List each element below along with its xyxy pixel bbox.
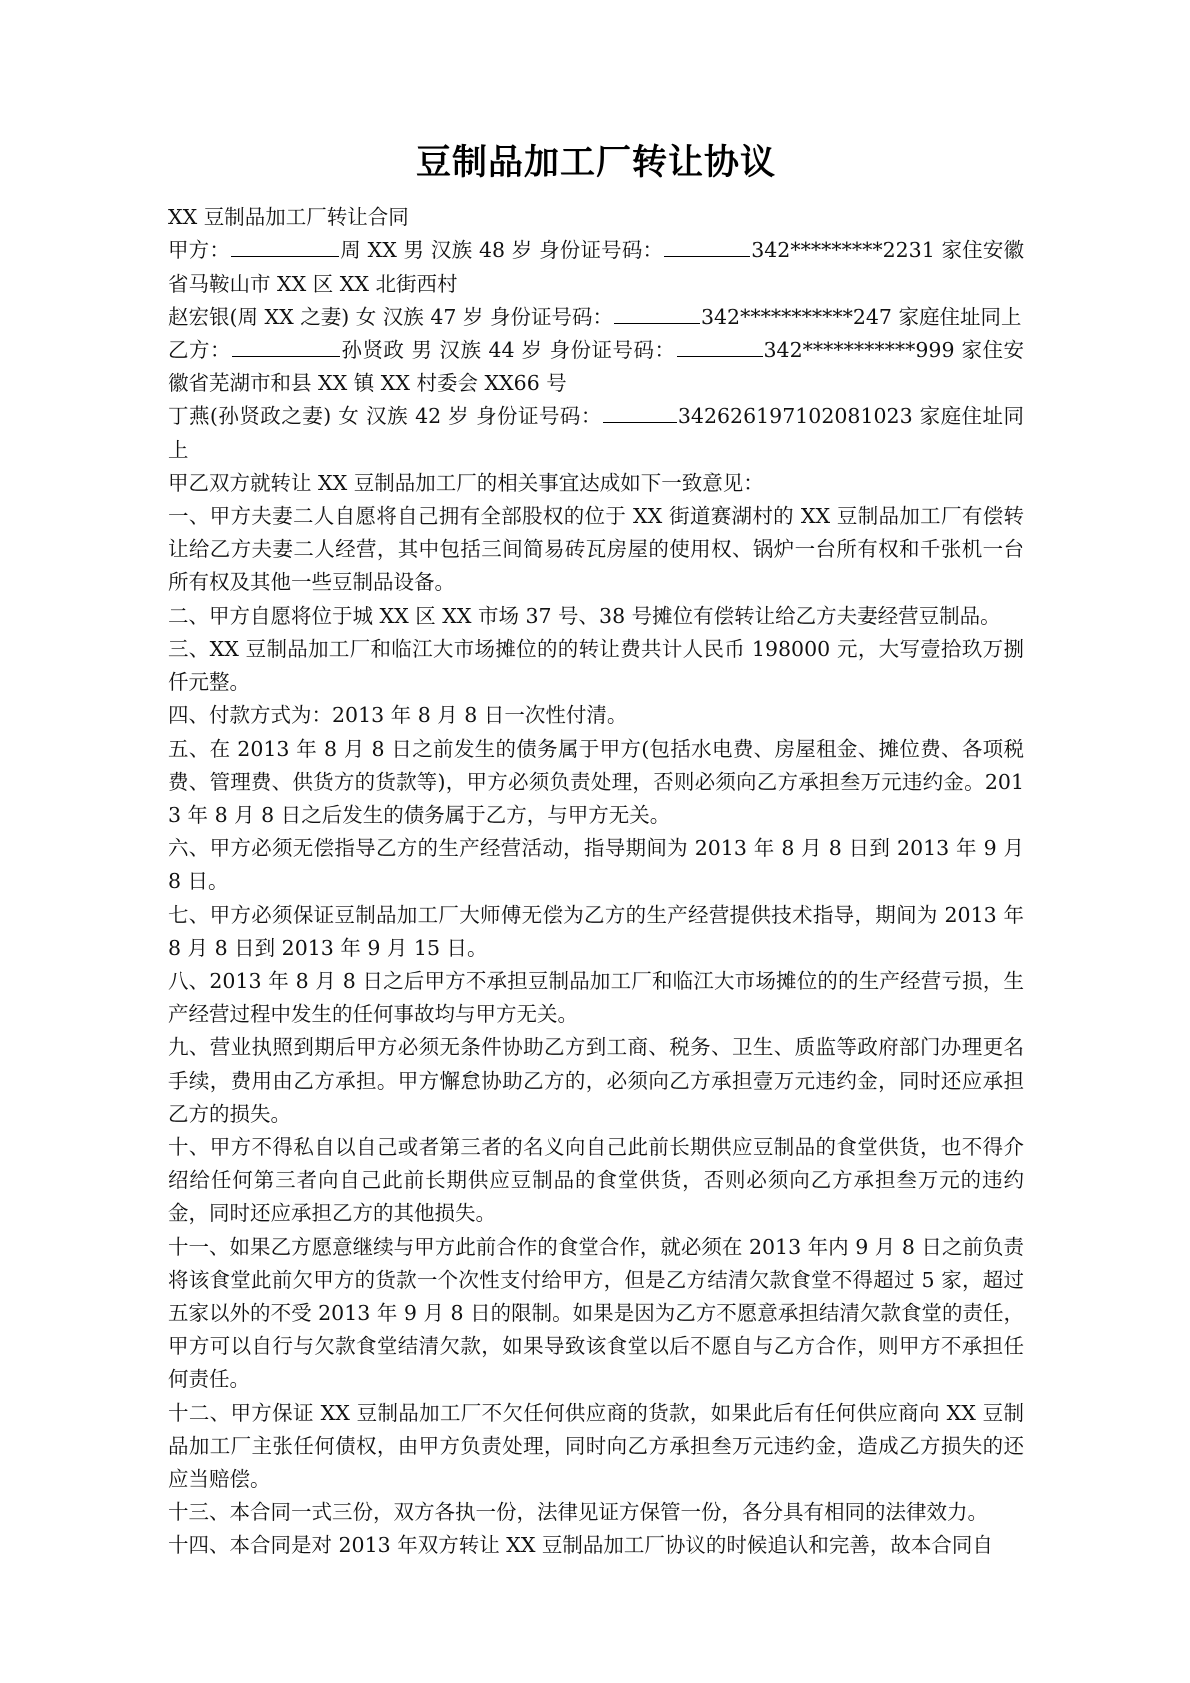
party-b-name-blank bbox=[232, 337, 340, 357]
clause-1: 一、甲方夫妻二人自愿将自己拥有全部股权的位于 XX 街道赛湖村的 XX 豆制品加工厂有偿转让给乙方夫妻二人经营，其中包括三间简易砖瓦房屋的使用权、锅炉一台所有权和千张机一台所有权及其他一些豆制品设备。 bbox=[168, 504, 1024, 595]
clause-14: 十四、本合同是对 2013 年双方转让 XX 豆制品加工厂协议的时候追认和完善，故本合同自 bbox=[168, 1533, 993, 1558]
party-a-spouse-ethnicity: 汉族 bbox=[382, 304, 424, 329]
party-b-id-label: 身份证号码： bbox=[549, 338, 676, 363]
page-title: 豆制品加工厂转让协议 bbox=[415, 143, 776, 183]
party-a-gender: 男 bbox=[403, 238, 425, 263]
party-b-spouse-id-blank bbox=[603, 404, 677, 424]
party-a-name-blank bbox=[231, 238, 339, 258]
clause-6: 六、甲方必须无偿指导乙方的生产经营活动，指导期间为 2013 年 8 月 8 日到 2013 年 9 月 8 日。 bbox=[168, 836, 1024, 894]
clause-8: 八、2013 年 8 月 8 日之后甲方不承担豆制品加工厂和临江大市场摊位的的生产经营亏损，生产经营过程中发生的任何事故均与甲方无关。 bbox=[168, 968, 1024, 1027]
party-a-id: 342*********2231 bbox=[751, 238, 935, 263]
clause-3: 三、XX 豆制品加工厂和临江大市场摊位的的转让费共计人民币 198000 元，大写壹拾玖万捌仟元整。 bbox=[168, 636, 1024, 695]
party-b-spouse-id-label: 身份证号码： bbox=[476, 404, 602, 429]
party-b-spouse-line bbox=[168, 400, 1024, 466]
party-b-spouse-age: 42 岁 bbox=[415, 404, 470, 429]
clause-12: 十二、甲方保证 XX 豆制品加工厂不欠任何供应商的货款，如果此后有任何供应商向 XX 豆制品加工厂主张任何债权，由甲方负责处理，同时向乙方承担叁万元违约金，造成乙方损失的还应当赔偿。 bbox=[168, 1400, 1024, 1491]
party-a-label: 甲方： bbox=[168, 238, 231, 263]
party-a-address: 家住安徽省马鞍山市 XX 区 XX 北街西村 bbox=[168, 238, 1025, 296]
party-b-id-blank bbox=[677, 337, 763, 357]
clause-7: 七、甲方必须保证豆制品加工厂大师傅无偿为乙方的生产经营提供技术指导，期间为 2013 年 8 月 8 日到 2013 年 9 月 15 日。 bbox=[168, 902, 1024, 960]
party-a-spouse-id: 342***********247 bbox=[700, 304, 892, 329]
party-b-label: 乙方： bbox=[168, 338, 231, 363]
party-b-spouse-address: 家庭住址同上 bbox=[168, 404, 1024, 462]
clause-4: 四、付款方式为：2013 年 8 月 8 日一次性付清。 bbox=[168, 703, 628, 728]
party-b-id: 342***********999 bbox=[763, 338, 955, 363]
party-a-spouse-address: 家庭住址同上 bbox=[898, 304, 1022, 329]
clause-11: 十一、如果乙方愿意继续与甲方此前合作的食堂合作，就必须在 2013 年内 9 月 8 日之前负责将该食堂此前欠甲方的货款一个次性支付给甲方，但是乙方结清欠款食堂不得超过 5 家，超过五家以外的不受 2013 年 9 月 8 日的限制。如果是因为乙方不愿意承担结清欠款食堂的责任，甲方可以自行与欠款食堂结清欠款，如果导致该食堂以后不愿自与乙方合作，则甲方不承担任何责任。 bbox=[168, 1234, 1024, 1392]
party-a-spouse-line bbox=[168, 301, 1024, 334]
party-b-spouse-id: 342626197102081023 bbox=[677, 404, 913, 429]
party-b-spouse-gender: 女 bbox=[338, 404, 360, 429]
party-a-name: 周 XX bbox=[340, 238, 397, 263]
document-content bbox=[168, 140, 1024, 1563]
party-b-gender: 男 bbox=[411, 338, 433, 363]
clause-13: 十三、本合同一式三份，双方各执一份，法律见证方保管一份，各分具有相同的法律效力。 bbox=[168, 1500, 988, 1525]
party-b-spouse-name: 丁燕(孙贤政之妻) bbox=[168, 404, 332, 429]
party-a-spouse-gender: 女 bbox=[355, 304, 377, 329]
party-a-spouse-id-label: 身份证号码： bbox=[489, 304, 613, 329]
party-a-id-label: 身份证号码： bbox=[539, 238, 664, 263]
clause-10: 十、甲方不得私自以自己或者第三者的名义向自己此前长期供应豆制品的食堂供货，也不得介绍给任何第三者向自己此前长期供应豆制品的食堂供货，否则必须向乙方承担叁万元的违约金，同时还应承担乙方的其他损失。 bbox=[168, 1134, 1024, 1226]
document-subtitle: XX 豆制品加工厂转让合同 bbox=[168, 205, 409, 230]
clause-5: 五、在 2013 年 8 月 8 日之前发生的债务属于甲方(包括水电费、房屋租金、摊位费、各项税费、管理费、供货方的货款等)，甲方必须负责处理，否则必须向乙方承担叁万元违约金。2013 年 8 月 8 日之后发生的债务属于乙方，与甲方无关。 bbox=[168, 736, 1024, 827]
clause-9: 九、营业执照到期后甲方必须无条件协助乙方到工商、税务、卫生、质监等政府部门办理更名手续，费用由乙方承担。甲方懈怠协助乙方的，必须向乙方承担壹万元违约金，同时还应承担乙方的损失。 bbox=[168, 1035, 1024, 1126]
party-b-address: 家住安徽省芜湖市和县 XX 镇 XX 村委会 XX66 号 bbox=[168, 338, 1025, 396]
party-b-age: 44 岁 bbox=[488, 338, 543, 363]
party-a-spouse-name: 赵宏银(周 XX 之妻) bbox=[168, 304, 350, 329]
party-a-spouse-age: 47 岁 bbox=[430, 304, 484, 329]
party-a-spouse-id-blank bbox=[614, 304, 700, 324]
party-b-spouse-ethnicity: 汉族 bbox=[366, 404, 409, 429]
party-b-line bbox=[168, 334, 1024, 400]
party-a-ethnicity: 汉族 bbox=[430, 238, 473, 263]
party-a-line bbox=[168, 234, 1024, 300]
party-b-name: 孙贤政 bbox=[340, 338, 405, 363]
clause-2: 二、甲方自愿将位于城 XX 区 XX 市场 37 号、38 号摊位有偿转让给乙方夫妻经营豆制品。 bbox=[168, 603, 1001, 628]
party-b-ethnicity: 汉族 bbox=[439, 338, 482, 363]
preamble: 甲乙双方就转让 XX 豆制品加工厂的相关事宜达成如下一致意见： bbox=[168, 470, 764, 495]
party-a-age: 48 岁 bbox=[478, 238, 533, 263]
party-a-id-blank bbox=[664, 238, 750, 258]
